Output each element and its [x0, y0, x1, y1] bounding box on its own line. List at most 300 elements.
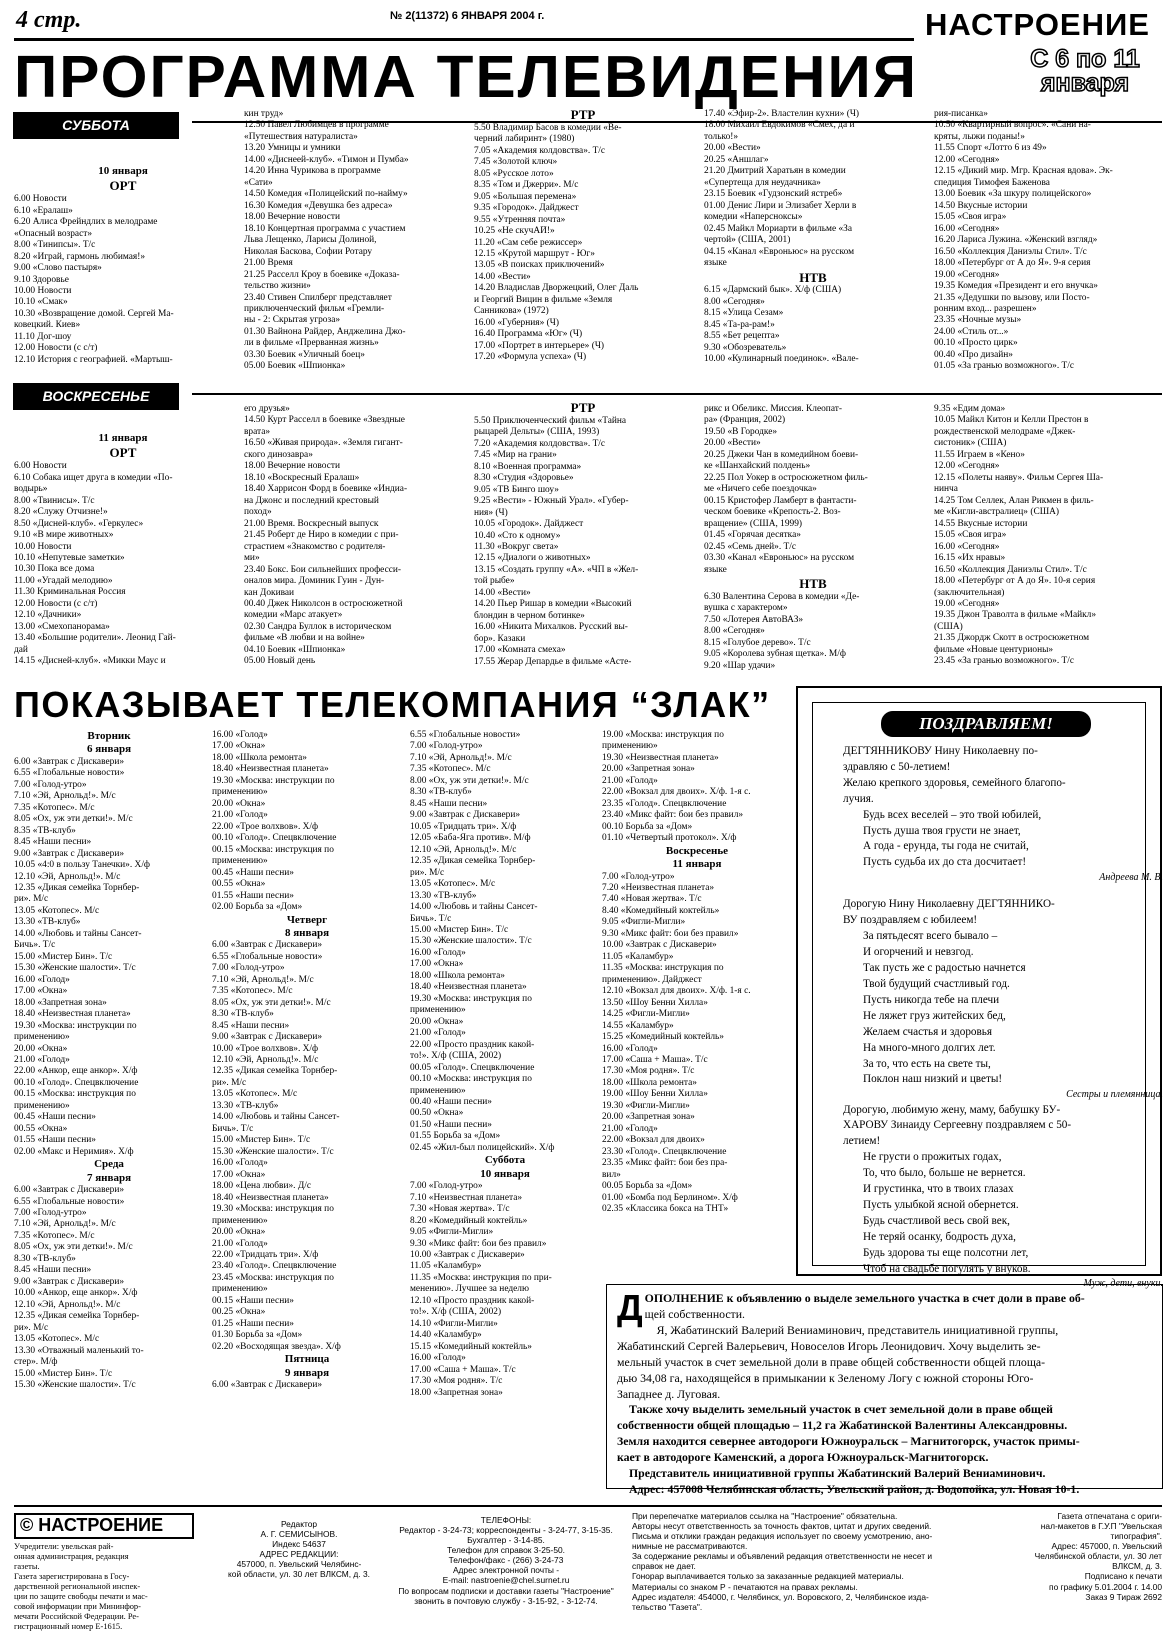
text-line: ри». М/с	[410, 867, 445, 878]
text-line: 15.00 «Мистер Бин». Т/с	[14, 951, 113, 962]
text-line: 15.25 «Комедийный коктейль»	[602, 1032, 724, 1043]
text-line: Желаем счастья и здоровья	[863, 1025, 993, 1038]
text-line: 23.45 «Москва: инструкция по	[212, 1272, 334, 1283]
text-line: Воскресенье	[665, 844, 729, 857]
text-line: 12.10 «Дачники»	[14, 610, 82, 621]
text-line: 01.55 Борьба за «Дом»	[410, 1131, 501, 1142]
text-line: 01.30 Вайнона Райдер, Анджелина Джо-	[244, 326, 406, 337]
text-line: Челябинской области, ул. 30 лет	[1034, 1551, 1162, 1562]
text-line: 13.05 «В поисках приключений»	[474, 260, 605, 271]
text-line: 16.00 «Голод»	[212, 730, 268, 740]
text-line: ХАРОВУ Зинаиду Сергеевну поздравляем с 50-	[843, 1119, 1072, 1132]
text-line: 18.00 «Школа ремонта»	[602, 1077, 697, 1088]
text-line: 01.25 «Наши песни»	[212, 1318, 294, 1329]
text-line: 10.05 «Городок». Дайджест	[474, 519, 584, 530]
text-line: 8.00 «Ох, уж эти детки!». М/с	[410, 775, 529, 786]
text-line: 12.00 Новости (с с/т)	[14, 343, 98, 354]
text-line: 19.35 Джон Траволта в фильме «Майкл»	[934, 610, 1097, 621]
text-line: 8.50 «Дисней-клуб». «Геркулес»	[14, 518, 144, 529]
footer-phones	[386, 1515, 626, 1606]
zlak-column-4	[602, 730, 792, 1216]
page-title: ПРОГРАММА ТЕЛЕВИДЕНИЯ	[14, 44, 919, 110]
text-line: 9.00 «Завтрак с Дискавери»	[212, 1032, 323, 1043]
text-line: 9.05 «Фигли-Мигли»	[410, 1227, 494, 1238]
text-line: фильме «В любви и на войне»	[244, 633, 365, 644]
text-line: 21.35 «Дедушки по вызову, или Посто-	[934, 292, 1090, 303]
text-line: 15.30 «Женские шалости». Т/с	[14, 963, 136, 974]
text-line: 17.00 «Комната смеха»	[474, 645, 566, 656]
text-line: 8.45 «Наши песни»	[212, 1020, 290, 1031]
saturday-ort-column-2	[244, 109, 462, 373]
text-line: 10.10 «Непутевые заметки»	[14, 553, 125, 564]
saturday-ort-column	[14, 165, 232, 366]
text-line: 15.30 «Женские шалости». Т/с	[212, 1146, 334, 1157]
text-line: 13.30 «ТВ-клуб»	[410, 890, 477, 901]
text-line: 10.00 «Трое волхвов». Х/ф	[212, 1043, 319, 1054]
saturday-ntv-column	[704, 109, 922, 366]
text-line: 22.00 «Просто праздник какой-	[410, 1039, 535, 1050]
text-line: 7.10 «Эй, Арнольд!». М/с	[14, 791, 116, 802]
text-line: совой информации при Мининфор-	[14, 1602, 141, 1612]
zlak-column-2	[212, 730, 402, 1391]
text-line: ского динозавра»	[244, 449, 313, 460]
text-line: применению»	[212, 787, 268, 798]
text-line: 01.50 «Наши песни»	[410, 1119, 492, 1130]
text-line: 8.20 «Играй, гармонь любимая!»	[14, 251, 146, 262]
text-line: 6.15 «Дармский бык». Х/ф (США)	[704, 285, 842, 296]
text-line: 12.35 «Дикая семейка Торнбер-	[14, 1311, 140, 1322]
zlak-column-3	[410, 730, 600, 1399]
text-line: «Путешествия натуралиста»	[244, 131, 358, 142]
text-line: «Супертеща для неудачника»	[704, 177, 821, 188]
text-line: 8.30 «Студия «Здоровье»	[474, 473, 574, 484]
text-line: «Опасный возраст»	[14, 228, 93, 239]
text-line: 21.00 «Голод»	[602, 1123, 658, 1134]
text-line: звонить в почтовую службу - 3-15-92, - 3-12-74.	[414, 1595, 598, 1606]
text-line: 01.55 «Наши песни»	[14, 1135, 96, 1146]
text-line: Пусть никогда тебе на плечи	[863, 993, 1000, 1006]
text-line: Сестры и племянница.	[1066, 1089, 1163, 1101]
text-line: 14.25 Том Селлек, Алан Рикмен в филь-	[934, 495, 1094, 506]
text-line: 12.10 История с географией. «Мартыш-	[14, 354, 173, 365]
text-line: Жабатинский Сергей Валерьевич, Новоселов Игорь Леонидович. Хочу выделить зе-	[617, 1338, 1041, 1353]
text-line: нинча	[934, 484, 958, 495]
text-line: 14.20 Пьер Ришар в комедии «Высокий	[474, 599, 632, 610]
text-line: ния» (Ч)	[474, 507, 508, 518]
text-line: 02.45 «Семь дней». Т/с	[704, 541, 797, 552]
text-line: 8.00 «Сегодня»	[704, 296, 765, 307]
text-line: Земля находится севернее автодороги Южноуральск – Магнитогорск, участок примы-	[617, 1434, 1080, 1449]
text-line: кает в автодороге Каменский, а дорога Южноуральск-Магнитогорск.	[617, 1450, 989, 1465]
text-line: 8.30 «ТВ-клуб»	[212, 1009, 274, 1020]
text-line: ковецкий. Киев»	[14, 320, 81, 331]
text-line: 01.05 «За гранью возможного». Т/с	[934, 361, 1075, 372]
text-line: 15.05 «Своя игра»	[934, 212, 1007, 223]
text-line: 13.05 «Котопес». М/с	[14, 1334, 100, 1345]
text-line: 12.05 «Баба-Яга против». М/ф	[410, 833, 531, 844]
text-line: 14.50 Комедия «Полицейский по-найму»	[244, 189, 408, 200]
text-line: Редактор - 3-24-73; корреспонденты - 3-24-77, 3-15-35.	[399, 1525, 613, 1536]
text-line: 9.35 «Едим дома»	[934, 404, 1006, 414]
text-line: 17.40 «Эфир-2». Властелин кухни» (Ч)	[704, 109, 860, 119]
text-line: 04.15 «Канал «Евроньюс» на русском	[704, 246, 855, 257]
text-line: 9.00 «Завтрак с Дискавери»	[410, 810, 521, 821]
text-line: 00.15 Кристофер Ламберт в фантасти-	[704, 495, 857, 506]
text-line: 16.20 Лариса Лужина. «Женский взгляд»	[934, 235, 1098, 246]
text-line: 21.35 Джордж Скотт в остросюжетном	[934, 633, 1090, 644]
text-line: рождественской мелодраме «Джек-	[934, 426, 1076, 437]
text-line: языке	[704, 258, 727, 269]
text-line: 11.35 «Москва: инструкция по	[602, 963, 724, 974]
text-line: 13.05 «Котопес». М/с	[410, 879, 496, 890]
text-line: 21.20 Дмитрий Харатьян в комедии	[704, 166, 846, 177]
text-line: 9.05 «Фигли-Мигли»	[602, 917, 686, 928]
text-line: 22.00 «Тридцать три». Х/ф	[212, 1249, 319, 1260]
text-line: 16.50 «Коллекция Даниэлы Стил». Т/с	[934, 564, 1087, 575]
text-line: 15.30 «Женские шалости». Т/с	[14, 1380, 136, 1390]
text-line: приключенческий фильм «Гремли-	[244, 303, 385, 314]
text-line: Льва Лещенко, Ларисы Долиной,	[244, 235, 377, 246]
text-line: 6.10 Собака ищет друга в комедии «По-	[14, 472, 173, 483]
text-line: 7.35 «Котопес». М/с	[212, 986, 293, 997]
text-line: летием!	[843, 1135, 881, 1148]
text-line: Письма и отклики граждан редакция использует по своему усмотрению, ано-	[632, 1531, 933, 1542]
text-line: рия-писанка»	[934, 109, 988, 119]
text-line: 00.10 «Голод». Спецвключение	[14, 1077, 139, 1088]
text-line: 20.00 «Окна»	[212, 1227, 266, 1238]
text-line: 7.50 «Лотерея АвтоВАЗ»	[704, 614, 804, 625]
sunday-ntv-column-2	[934, 404, 1162, 668]
text-line: тельство "Газета".	[632, 1601, 703, 1612]
saturday-ntv-column-2	[934, 109, 1162, 373]
text-line: 18.00 Михаил Евдокимов «Смех, да и	[704, 120, 855, 131]
text-line: 00.25 «Окна»	[212, 1307, 266, 1318]
text-line: 00.05 «Голод». Спецвключение	[410, 1062, 535, 1073]
text-line: 14.00 «Диснеей-клуб». «Тимон и Пумба»	[244, 154, 409, 165]
text-line: применению»	[14, 1032, 70, 1043]
text-line: 8.05 «Ох, уж эти детки!». М/с	[14, 814, 133, 825]
text-line: 18.40 «Неизвестная планета»	[410, 982, 527, 993]
text-line: 00.40 Джек Николсон в остросюжетной	[244, 598, 403, 609]
text-line: ли в фильме «Прерванная жизнь»	[244, 338, 379, 349]
text-line: За то, что есть на свете ты,	[863, 1057, 991, 1070]
text-line: 12.00 «Сегодня»	[934, 461, 1000, 472]
text-line: 00.05 Борьба за «Дом»	[602, 1181, 693, 1192]
text-line: 5.50 Приключенческий фильм «Тайна	[474, 415, 627, 426]
text-line: 8.45 «Наши песни»	[14, 1265, 92, 1276]
text-line: 14.00 «Вести»	[474, 587, 531, 598]
text-line: 7.10 «Эй, Арнольд!». М/с	[410, 752, 512, 763]
text-line: 9.05 «Большая перемена»	[474, 191, 577, 202]
text-line: 16.30 Комедия «Девушка без адреса»	[244, 200, 393, 211]
text-line: 7.20 «Академия колдовства». Т/с	[474, 438, 606, 449]
text-line: 7.10 «Неизвестная планета»	[410, 1192, 523, 1203]
text-line: 8.05 «Русское лото»	[474, 168, 554, 179]
text-line: его друзья»	[244, 404, 290, 414]
text-line: Среда	[94, 1158, 124, 1171]
saturday-rtr-column	[474, 107, 692, 364]
sunday-label: ВОСКРЕСЕНЬЕ	[14, 384, 178, 409]
text-line: 21.00 Время	[244, 258, 293, 269]
text-line: ОРТ	[109, 445, 137, 461]
text-line: 6.00 «Завтрак с Дискавери»	[212, 1380, 323, 1390]
text-line: 13.30 «ТВ-клуб»	[212, 1100, 279, 1111]
text-line: 20.00 «Запретная зона»	[602, 764, 695, 775]
text-line: 7.00 «Голод-утро»	[410, 1181, 483, 1192]
text-line: 14.00 «Любовь и тайны Сансет-	[212, 1112, 340, 1123]
text-line: 19.30 «Москва: инструкция по	[212, 1204, 334, 1215]
text-line: 14.50 Вкусные истории	[934, 200, 1028, 211]
text-line: 10.05 «4:0 в пользу Танечки». Х/ф	[14, 860, 151, 871]
text-line: Пусть душа твоя грусти не знает,	[863, 824, 1021, 837]
text-line: Газета зарегистрирована в Госу-	[14, 1571, 130, 1581]
sunday-rule	[192, 393, 1162, 395]
text-line: 01.55 «Наши песни»	[212, 890, 294, 901]
text-line: на Джонс и последний крестовый	[244, 495, 379, 506]
text-line: 17.00 «Саша + Маша». Т/с	[410, 1364, 516, 1375]
text-line: 18.00 «Школа ремонта»	[212, 752, 307, 763]
text-line: 20.00 «Окна»	[212, 798, 266, 809]
text-line: 8.10 «Военная программа»	[474, 461, 582, 472]
text-line: комедии «Наперсноксы»	[704, 212, 803, 223]
text-line: Представитель инициативной группы Жабатинский Валерий Вениаминович.	[629, 1466, 1046, 1481]
text-line: ДЕГТЯННИКОВУ Нину Николаевну по-	[843, 745, 1038, 757]
text-line: 21.00 «Голод»	[212, 810, 268, 821]
text-line: онная администрация, редакция	[14, 1551, 129, 1561]
text-line: 9.30 «Микс файт: бои без правил»	[602, 928, 739, 939]
sunday-ort-column-2	[244, 404, 462, 668]
text-line: Дорогую Нину Николаевну ДЕГТЯННИКО-	[843, 898, 1055, 911]
sunday-ntv-column	[704, 404, 922, 672]
text-line: 17.30 «Моя родня». Т/с	[602, 1066, 695, 1077]
text-line: 6.00 Новости	[14, 461, 67, 472]
footer	[14, 1505, 1162, 1646]
text-line: 00.40 «Наши песни»	[410, 1097, 492, 1107]
text-line: Николая Баскова, Софии Ротару	[244, 246, 373, 257]
text-line: ра» (Франция, 2002)	[704, 415, 786, 426]
text-line: 18.00 «Запретная зона»	[410, 1387, 503, 1398]
text-line: 12.15 «Дикий мир. Мгр. Красная вдова». Эк-	[934, 166, 1113, 177]
text-line: 8 января	[284, 926, 330, 939]
text-line: рикс и Обеликс. Миссия. Клеопат-	[704, 404, 842, 414]
text-line: 21.00 «Голод»	[410, 1028, 466, 1039]
text-line: 9.20 «Шар удачи»	[704, 660, 776, 671]
text-line: 13.15 «Создать группу «А». «ЧП в «Жел-	[474, 564, 639, 575]
text-line: При перепечатке материалов ссылка на "Настроение" обязательна.	[632, 1511, 898, 1521]
text-line: 8.00 «Сегодня»	[704, 626, 765, 637]
text-line: 16.00 «Голод»	[410, 1353, 466, 1364]
text-line: 03.30 «Канал «Евроньюс» на русском	[704, 553, 855, 564]
text-line: 19.00 «Москва: инструкция по	[602, 730, 724, 740]
text-line: 00.15 «Москва: инструкция по	[212, 844, 334, 855]
text-line: 8.20 «Комедийный коктейль»	[410, 1215, 528, 1226]
text-line: 00.10 Борьба за «Дом»	[602, 821, 693, 832]
text-line: 23.40 «Микс файт: бои без правил»	[602, 810, 744, 821]
text-line: ны - 2: Скрытая угроза»	[244, 315, 341, 326]
text-line: врата»	[244, 426, 271, 437]
text-line	[843, 885, 1163, 897]
page-number: 4 стр.	[16, 7, 82, 33]
text-line: И огорчений и невзгод.	[863, 946, 974, 959]
text-line: дарственной региональной инспек-	[14, 1581, 141, 1591]
text-line: 12.15 «Диалоги о животных»	[474, 553, 591, 564]
text-line: 22.00 «Вокзал для двоих». Х/ф. 1-я с.	[602, 787, 751, 798]
text-line: Суббота	[484, 1154, 526, 1167]
text-line: 23.35 «Ночные музы»	[934, 315, 1022, 326]
saturday-label: СУББОТА	[14, 113, 178, 138]
text-line: нал-макетов в Г.У.П "Увельская	[1040, 1521, 1162, 1532]
text-line: спедиция Тимофея Баженова	[934, 177, 1050, 188]
text-line: 10.00 «Кулинарный поединок». «Вале-	[704, 354, 859, 365]
congratulations-box	[796, 686, 1163, 1290]
text-line: собственности общей площадью – 11,2 га Жабатинской Валентины Александровны.	[617, 1418, 1068, 1433]
text-line: 8.45 «Наши песни»	[14, 837, 92, 848]
zlak-title: ПОКАЗЫВАЕТ ТЕЛЕКОМПАНИЯ “ЗЛАК”	[14, 684, 771, 725]
text-line: ри». М/с	[212, 1077, 247, 1088]
text-line: той рыбе»	[474, 576, 515, 587]
text-line: 19.30 «Неизвестная планета»	[602, 752, 719, 763]
text-line: 7.10 «Эй, Арнольд!». М/с	[212, 974, 314, 985]
text-line: 7.00 «Голод-утро»	[14, 1207, 87, 1218]
text-line: мельный участок в счет земельной доли в праве общей собственности общей площа-	[617, 1354, 1046, 1369]
text-line: 01.00 Денис Лири и Элизабет Херли в	[704, 200, 857, 211]
text-line: 16.00 «Губерния» (Ч)	[474, 317, 559, 328]
text-line: 19.30 «Фигли-Мигли»	[602, 1100, 690, 1111]
text-line: 00.10 «Просто цирк»	[934, 338, 1018, 349]
text-line: 16.50 «Живая природа». «Земля гигант-	[244, 438, 403, 449]
text-line: 23.30 «Голод». Спецвключение	[602, 1146, 727, 1157]
text-line: 6.55 «Глобальные новости»	[14, 768, 125, 779]
text-line: Адрес: 457000, п. Увельский	[1051, 1541, 1162, 1552]
text-line: 14.00 «Вести»	[474, 271, 531, 282]
footer-logo: © НАСТРОЕНИЕ	[14, 1513, 194, 1539]
text-line: ВЛКСМ, д. 3.	[1112, 1561, 1162, 1572]
text-line: 11.20 «Сам себе режиссер»	[474, 237, 583, 248]
text-line: Пусть судьба их до ста досчитает!	[863, 856, 1027, 869]
text-line: вращение» (США, 1999)	[704, 518, 803, 529]
text-line: 23.40 «Голод». Спецвключение	[212, 1261, 337, 1272]
text-line: 17.00 «Саша + Маша». Т/с	[602, 1055, 708, 1065]
text-line: 00.10 «Москва: инструкция по	[410, 1074, 532, 1085]
text-line: кряты, лыжи поданы!»	[934, 131, 1025, 142]
text-line: 9.00 «Завтрак с Дискавери»	[14, 848, 125, 859]
text-line: 7.20 «Неизвестная планета»	[602, 882, 715, 893]
text-line: 16.00 «Голод»	[14, 974, 70, 985]
dates-line-2: января	[1040, 68, 1130, 97]
text-line: 15.05 «Своя игра»	[934, 530, 1007, 541]
text-line: 22.25 Пол Уокер в остросюжетном филь-	[704, 472, 868, 483]
text-line: комедии «Марс атакует»	[244, 610, 343, 621]
text-line: 10.30 «Возвращение домой. Сергей Ма-	[14, 308, 174, 319]
text-line: 18.40 «Неизвестная планета»	[212, 764, 329, 775]
text-line: 15.00 «Мистер Бин». Т/с	[410, 924, 509, 935]
text-line: 6.00 «Завтрак с Дискавери»	[212, 940, 323, 951]
text-line: 13.30 «Отважный маленький то-	[14, 1345, 144, 1356]
text-line: Будь счастливой весь свой век,	[863, 1214, 1010, 1227]
text-line: (США)	[934, 621, 963, 632]
text-line: Желаю крепкого здоровья, семейного благопо-	[843, 776, 1066, 789]
text-line: 11 января	[672, 858, 722, 871]
text-line: 13.30 «ТВ-клуб»	[14, 917, 81, 928]
text-line: 8.45 «Наши песни»	[410, 798, 488, 809]
text-line: 11.05 «Каламбур»	[410, 1261, 482, 1272]
text-line: 10.10 «Смак»	[14, 297, 68, 308]
text-line: 14.00 «Любовь и тайны Сансет-	[14, 928, 142, 939]
text-line: 6.55 «Глобальные новости»	[410, 730, 521, 740]
text-line: Так пусть же с радостью начнется	[863, 962, 1026, 975]
text-line: ТЕЛЕФОНЫ:	[480, 1515, 532, 1525]
text-line: А года - ерунда, ты года не считай,	[863, 840, 1029, 853]
text-line: 01.30 Борьба за «Дом»	[212, 1330, 303, 1341]
text-line: 12.10 «Просто праздник какой-	[410, 1295, 535, 1306]
text-line: (заключительная)	[934, 587, 1005, 598]
text-line: 18.40 «Неизвестная планета»	[14, 1009, 131, 1020]
text-line: 18.00 «Цена любви». Д/с	[212, 1181, 312, 1192]
dates-badge	[1010, 45, 1160, 97]
text-line: кин труд»	[244, 109, 284, 119]
text-line: применению»	[410, 1085, 466, 1096]
text-line: 01.10 «Четвертый протокол». Х/ф	[602, 833, 737, 844]
text-line: газеты.	[14, 1561, 40, 1571]
text-line: 7.30 «Новая жертва». Т/с	[410, 1204, 510, 1215]
text-line: 10 января	[98, 165, 148, 177]
text-line: АДРЕС РЕДАКЦИИ:	[259, 1549, 339, 1560]
text-line: 12.00 Новости (с с/т)	[14, 598, 98, 609]
text-line: РТР	[570, 107, 596, 122]
text-line: 9.10 «В мире животных»	[14, 530, 114, 541]
text-line: 13.00 Боевик «За шкуру полицейского»	[934, 189, 1092, 200]
text-line: 9.30 «Обозреватель»	[704, 342, 787, 353]
text-line: ри». М/с	[14, 894, 49, 905]
text-line: 7 января	[86, 1171, 132, 1184]
text-line: 11.30 Криминальная Россия	[14, 587, 126, 598]
text-line: 8.55 «Бет рецепта»	[704, 331, 780, 342]
text-line: Телефон/факс - (266) 3-24-73	[448, 1555, 564, 1566]
text-line: 14.55 Вкусные истории	[934, 518, 1028, 529]
dates-line-1: С 6 по 11	[1030, 45, 1140, 73]
sunday-rtr-column	[474, 400, 692, 668]
text-line: 8.15 «Голубое дерево». Т/с	[704, 637, 811, 648]
text-line: 12.35 «Дикая семейка Торнбер-	[212, 1066, 338, 1077]
text-line: 7.45 «Мир на грани»	[474, 450, 557, 461]
text-line: 14.25 «Фигли-Мигли»	[602, 1009, 690, 1020]
text-line: 6.55 «Глобальные новости»	[14, 1196, 125, 1207]
text-line: 18.00 «Запретная зона»	[14, 997, 107, 1008]
text-line: 22.00 «Анкор, еще анкор». Х/ф	[14, 1066, 138, 1077]
text-line: Индекс 54637	[272, 1539, 326, 1550]
text-line: 16.50 «Коллекция Даниэлы Стил». Т/с	[934, 246, 1087, 257]
text-line: ОПОЛНЕНИЕ к объявлению о выделе земельного участка в счет доли в праве об-	[644, 1291, 1085, 1305]
text-line: На много-много долгих лет.	[863, 1041, 996, 1054]
text-line: кан Докиваи	[244, 587, 295, 598]
text-line: Материалы со знаком Р - печатаются на правах рекламы.	[632, 1581, 858, 1592]
text-line: применению»	[212, 856, 268, 867]
text-line: 10.50 «Квартирный вопрос». «Сани на-	[934, 120, 1091, 131]
text-line: дью 34,08 га, находящейся в примыкании к Зеленому Логу с южной стороны Юго-	[617, 1370, 1034, 1385]
text-line: 18.00 Вечерние новости	[244, 461, 340, 472]
announcement-dropcap: Д	[617, 1287, 643, 1328]
text-line: 9.00 «Завтрак с Дискавери»	[14, 1276, 125, 1287]
text-line: лучия.	[843, 792, 874, 805]
text-line: 21.00 «Голод»	[14, 1055, 70, 1065]
header-rule	[14, 38, 914, 41]
text-line: 9.55 «Утренняя почта»	[474, 214, 566, 225]
text-line: 05.00 Боевик «Шпионка»	[244, 361, 346, 372]
text-line: 17.30 «Моя родня». Т/с	[410, 1376, 503, 1387]
text-line: Учредители: увельская рай-	[14, 1541, 114, 1551]
text-line: Андреева М. В.	[1099, 872, 1163, 884]
text-line: ОРТ	[109, 178, 137, 194]
